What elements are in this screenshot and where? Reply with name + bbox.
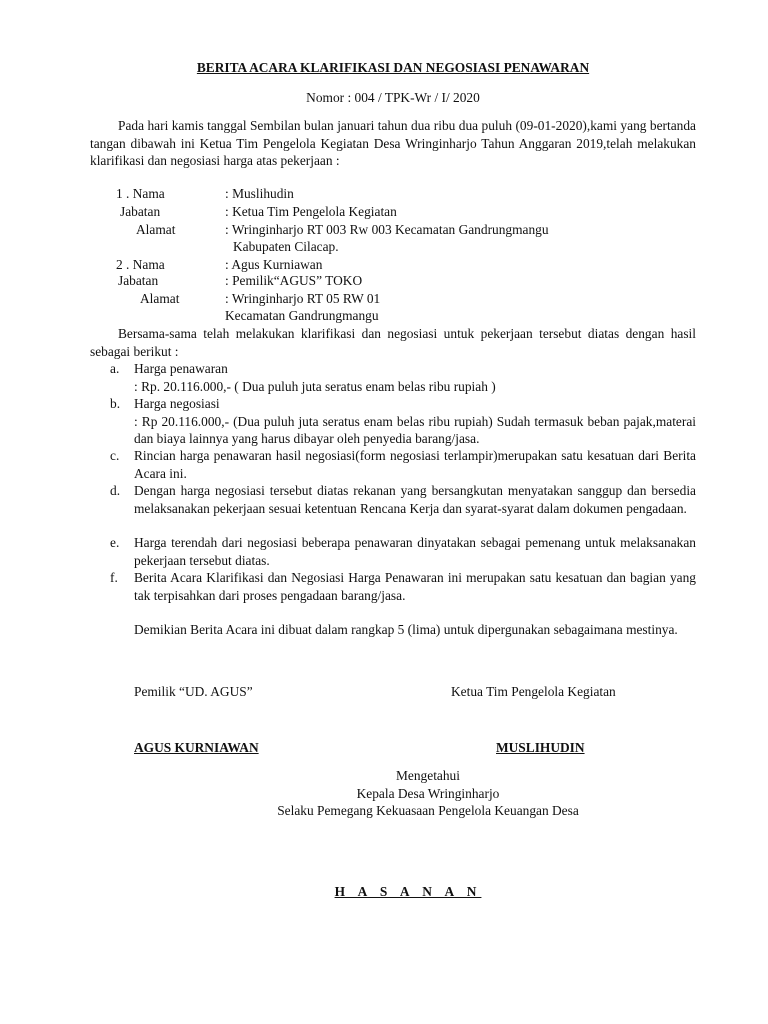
party1-jabatan-label: Jabatan: [120, 204, 161, 219]
acknowledgement-block: [90, 767, 766, 820]
party1-alamat-value: : Wringinharjo RT 003 Rw 003 Kecamatan Gandrungmangu: [225, 222, 549, 237]
party2-alamat-label: Alamat: [140, 291, 180, 306]
list-text: Rincian harga penawaran hasil negosiasi(form negosiasi terlampir)merupakan satu kesatuan dari Berita Acara ini.: [134, 448, 696, 481]
party2-alamat-value: : Wringinharjo RT 05 RW 01: [225, 291, 381, 306]
acknowledgement-line3: Selaku Pemegang Kekuasaan Pengelola Keuangan Desa: [277, 803, 579, 818]
list-letter: e.: [110, 535, 120, 550]
acknowledgement-line1: Mengetahui: [396, 768, 460, 783]
document-number: Nomor : 004 / TPK-Wr / I/ 2020: [306, 90, 480, 105]
party1-nama-value: : Muslihudin: [225, 186, 294, 201]
opening-paragraph: Pada hari kamis tanggal Sembilan bulan januari tahun dua ribu dua puluh (09-01-2020),kami yang bertanda tangan dibawah ini Ketua Tim Pengelola Kegiatan Desa Wringinharjo Tahun Anggaran 2019,telah melakukan klarifikasi dan negosiasi harga atas pekerjaan :: [90, 118, 696, 168]
list-letter: d.: [110, 483, 121, 498]
list-letter: c.: [110, 448, 120, 463]
closing-paragraph: Demikian Berita Acara ini dibuat dalam rangkap 5 (lima) untuk dipergunakan sebagaimana mestinya.: [134, 622, 678, 637]
party2-nama-value: : Agus Kurniawan: [225, 257, 323, 272]
party2-nama-label: 2 . Nama: [116, 257, 165, 272]
right-signer-name: MUSLIHUDIN: [496, 740, 585, 755]
right-signer-role: Ketua Tim Pengelola Kegiatan: [451, 684, 616, 699]
party1-alamat-label: Alamat: [136, 222, 176, 237]
list-text: Harga penawaran: [134, 361, 228, 376]
village-head-name: H A S A N A N: [334, 884, 482, 899]
party2-alamat2-value: Kecamatan Gandrungmangu: [225, 308, 379, 323]
list-letter: b.: [110, 396, 121, 411]
party1-alamat2-value: Kabupaten Cilacap.: [233, 239, 339, 254]
list-text-detail: : Rp. 20.116.000,- ( Dua puluh juta seratus enam belas ribu rupiah ): [134, 378, 496, 394]
list-text: Harga terendah dari negosiasi beberapa penawaran dinyatakan sebagai pemenang untuk melaksanakan pekerjaan tersebut diatas.: [134, 535, 696, 568]
acknowledgement-line2: Kepala Desa Wringinharjo: [356, 785, 500, 801]
left-signer-role: Pemilik “UD. AGUS”: [134, 684, 253, 699]
list-text: Dengan harga negosiasi tersebut diatas rekanan yang bersangkutan menyatakan sanggup dan bersedia melaksanakan pekerjaan sesuai ketentuan Rencana Kerja dan syarat-syarat dalam dokumen pengadaan.: [134, 483, 696, 516]
document-title: BERITA ACARA KLARIFIKASI DAN NEGOSIASI PENAWARAN: [196, 60, 590, 75]
list-letter: f.: [110, 570, 118, 585]
result-intro-paragraph: Bersama-sama telah melakukan klarifikasi dan negosiasi untuk pekerjaan tersebut diatas dengan hasil sebagai berikut :: [90, 326, 696, 359]
list-text: Harga negosiasi: [134, 396, 220, 411]
party2-jabatan-value: : Pemilik“AGUS” TOKO: [225, 273, 363, 288]
party1-jabatan-value: : Ketua Tim Pengelola Kegiatan: [225, 204, 397, 219]
list-text-detail: : Rp 20.116.000,- (Dua puluh juta seratus enam belas ribu rupiah) Sudah termasuk beban pajak,materai dan biaya lainnya yang harus dibayar oleh penyedia barang/jasa.: [134, 413, 696, 446]
party2-jabatan-label: Jabatan: [118, 273, 159, 288]
list-letter: a.: [110, 361, 120, 376]
left-signer-name: AGUS KURNIAWAN: [134, 740, 259, 755]
list-text: Berita Acara Klarifikasi dan Negosiasi Harga Penawaran ini merupakan satu kesatuan dan bagian yang tak terpisahkan dari proses pengadaan barang/jasa.: [134, 570, 696, 603]
party1-nama-label: 1 . Nama: [116, 186, 165, 201]
